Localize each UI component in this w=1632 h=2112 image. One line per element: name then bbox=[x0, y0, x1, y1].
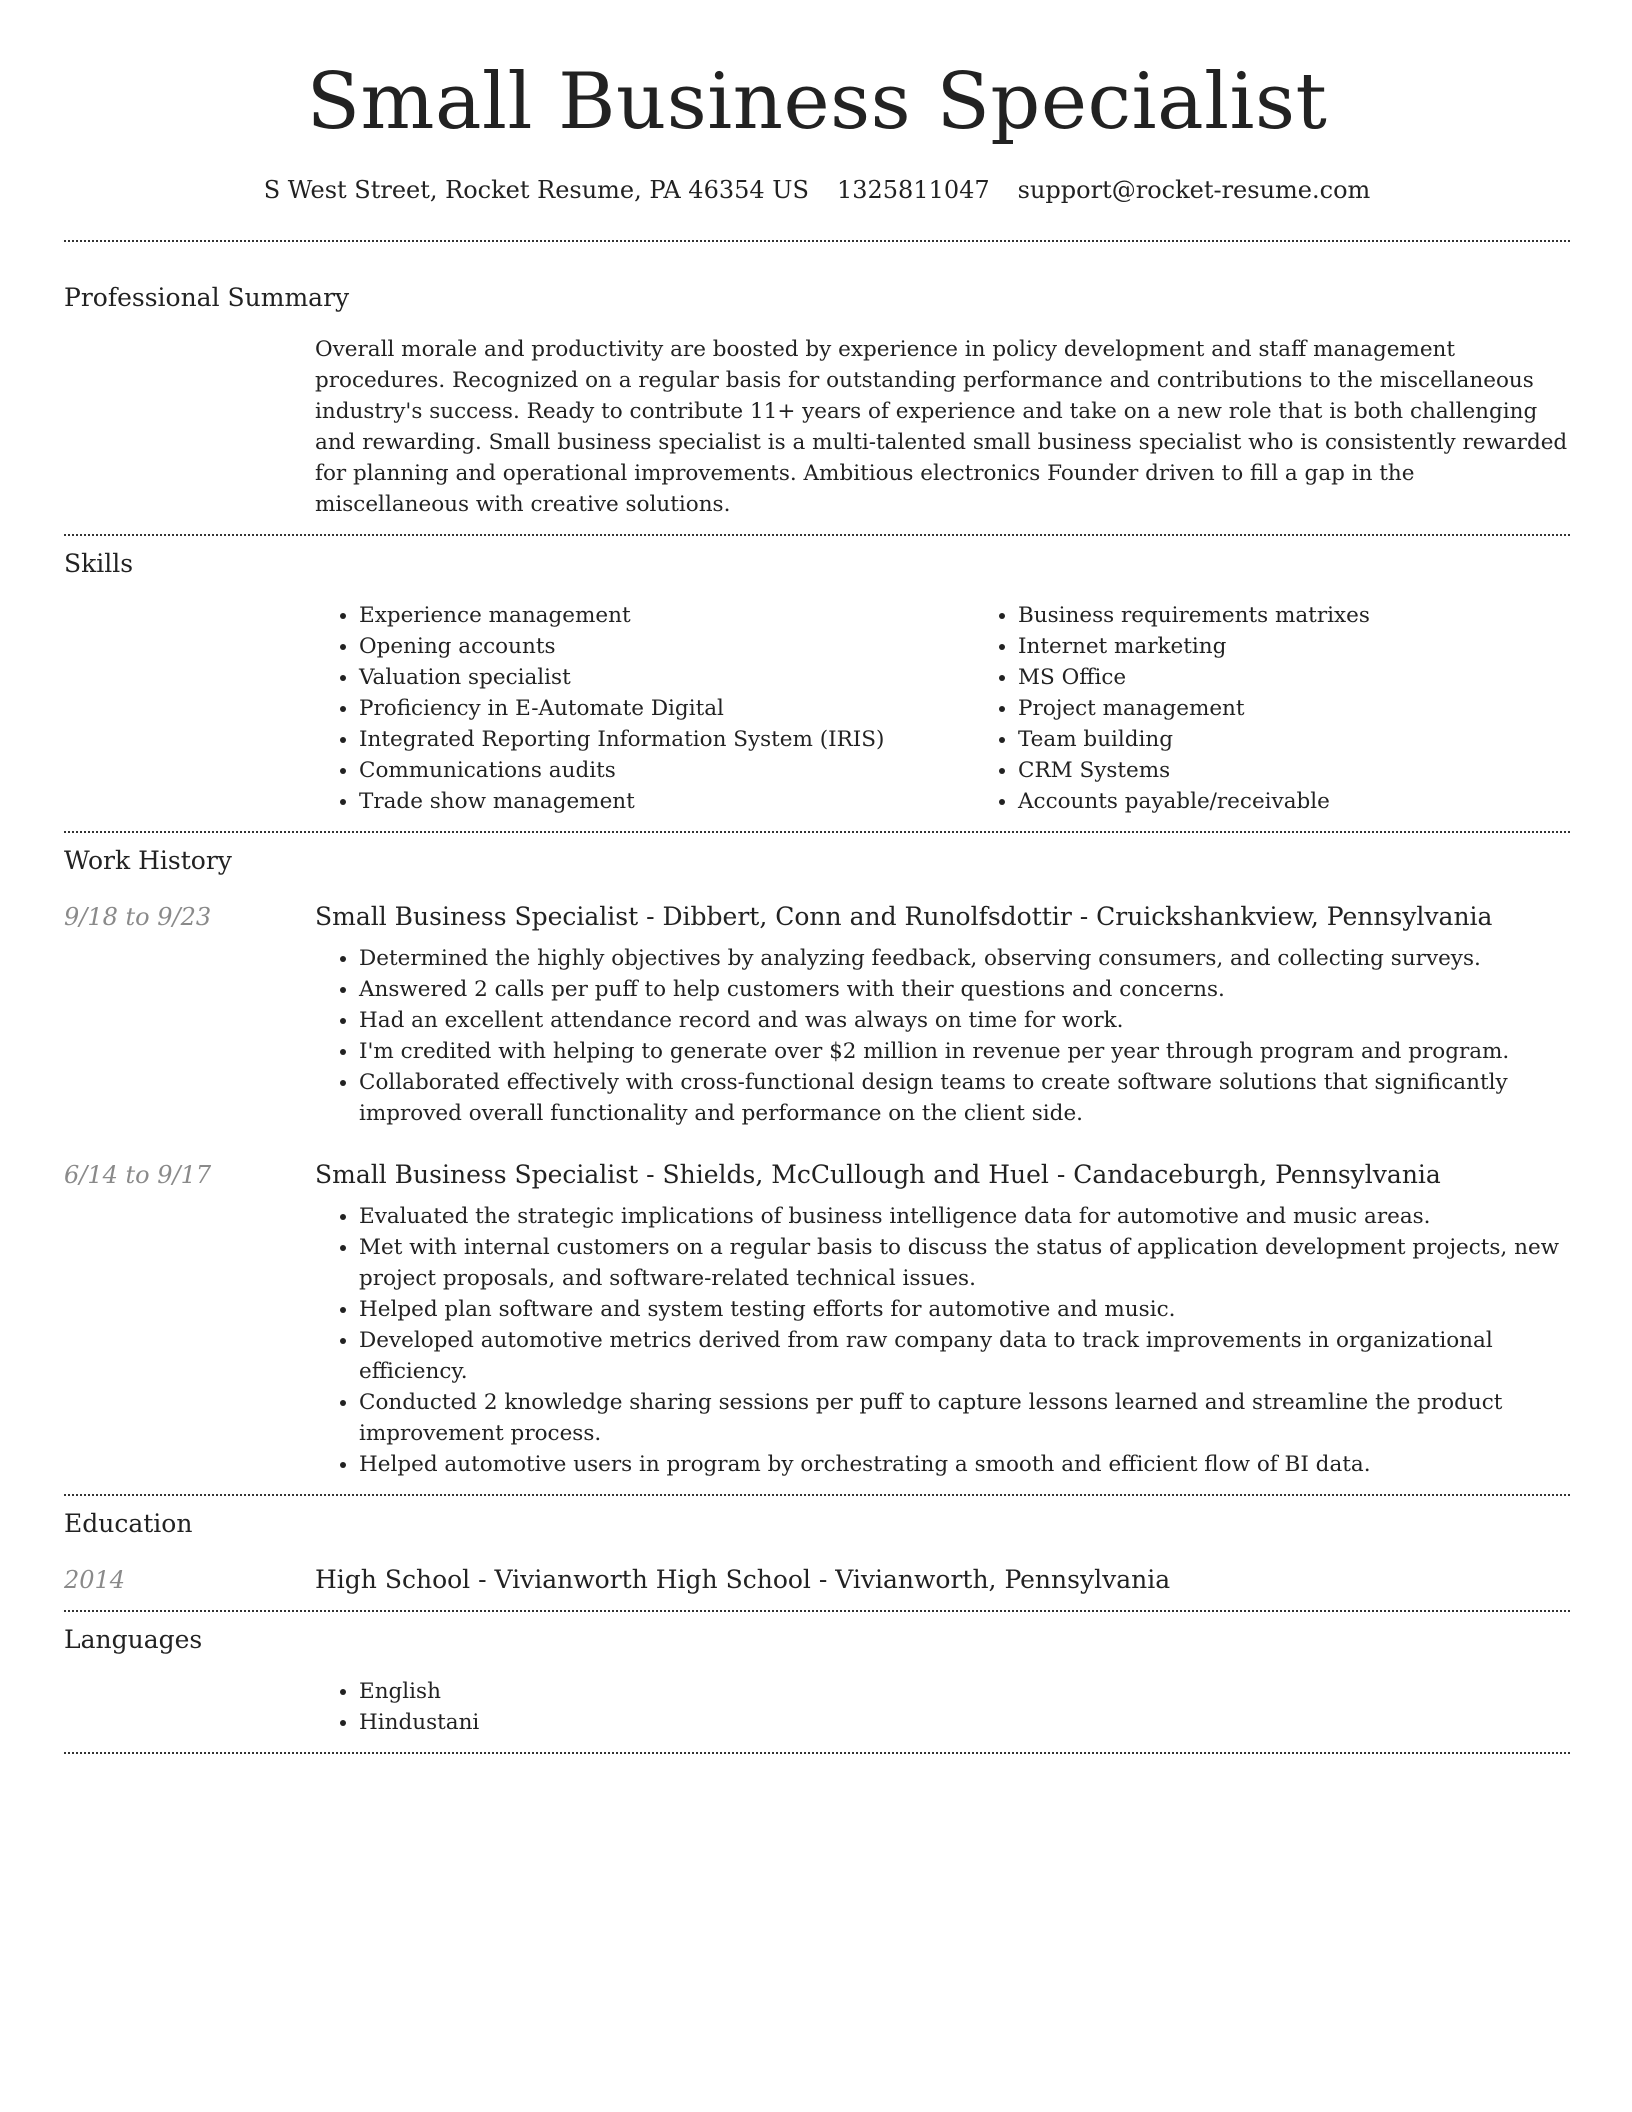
section-divider bbox=[64, 534, 1570, 536]
job-dates: 9/18 to 9/23 bbox=[64, 903, 212, 931]
summary-title: Professional Summary bbox=[64, 283, 350, 312]
job-entry bbox=[64, 901, 1570, 1129]
skill-item: • Experience management bbox=[359, 600, 974, 631]
job-bullet: • Helped plan software and system testing efforts for automotive and music. bbox=[359, 1294, 1570, 1325]
summary-text: Overall morale and productivity are boosted by experience in policy development and staff management procedures. Recognized on a regular basis for outstanding performance and contributions to the miscellaneous industry's success. Ready to contribute 11+ years of experience and take on a new role that is both challenging and rewarding. Small business specialist is a multi-talented small business specialist who is consistently rewarded for planning and operational improvements. Ambitious electronics Founder driven to fill a gap in the miscellaneous with creative solutions. bbox=[315, 337, 1568, 517]
section-divider bbox=[64, 831, 1570, 833]
education-heading: High School - Vivianworth High School - Vivianworth, Pennsylvania bbox=[315, 1565, 1171, 1594]
contact-phone: 1325811047 bbox=[836, 176, 990, 204]
skill-item: • Opening accounts bbox=[359, 631, 974, 662]
job-bullet: • Answered 2 calls per puff to help customers with their questions and concerns. bbox=[359, 974, 1570, 1005]
job-bullet: • Met with internal customers on a regular basis to discuss the status of application development projects, new project proposals, and software-related technical issues. bbox=[359, 1232, 1570, 1294]
section-divider bbox=[64, 1494, 1570, 1496]
resume-page bbox=[64, 0, 1570, 1754]
languages-list bbox=[315, 1676, 1570, 1738]
job-bullet: • Collaborated effectively with cross-functional design teams to create software solutions that significantly improved overall functionality and performance on the client side. bbox=[359, 1067, 1570, 1129]
language-item: • English bbox=[359, 1676, 1570, 1707]
languages-section bbox=[64, 1624, 1570, 1738]
header-divider bbox=[64, 240, 1570, 242]
job-bullet: • Helped automotive users in program by orchestrating a smooth and efficient flow of BI data. bbox=[359, 1449, 1570, 1480]
skill-item: • Project management bbox=[1018, 693, 1632, 724]
contact-line bbox=[64, 174, 1570, 206]
language-item: • Hindustani bbox=[359, 1707, 1570, 1738]
job-bullet: • Had an excellent attendance record and was always on time for work. bbox=[359, 1005, 1570, 1036]
skills-list-right bbox=[974, 600, 1632, 817]
education-title: Education bbox=[64, 1509, 193, 1538]
job-entry bbox=[64, 1159, 1570, 1480]
skill-item: • Business requirements matrixes bbox=[1018, 600, 1632, 631]
job-bullet: • Conducted 2 knowledge sharing sessions per puff to capture lessons learned and streamline the product improvement process. bbox=[359, 1387, 1570, 1449]
summary-section bbox=[64, 282, 1570, 520]
skill-item: • Valuation specialist bbox=[359, 662, 974, 693]
skill-item: • Proficiency in E-Automate Digital bbox=[359, 693, 974, 724]
skill-item: • Internet marketing bbox=[1018, 631, 1632, 662]
job-bullets bbox=[315, 943, 1570, 1129]
languages-title: Languages bbox=[64, 1625, 203, 1654]
education-year: 2014 bbox=[64, 1566, 126, 1594]
job-heading: Small Business Specialist - Dibbert, Conn and Runolfsdottir - Cruickshankview, Pennsylvania bbox=[315, 902, 1493, 931]
skill-item: • Team building bbox=[1018, 724, 1632, 755]
job-dates: 6/14 to 9/17 bbox=[64, 1161, 212, 1189]
section-divider bbox=[64, 1752, 1570, 1754]
skills-list-left bbox=[315, 600, 974, 817]
work-title: Work History bbox=[64, 846, 232, 875]
job-bullet: • Developed automotive metrics derived from raw company data to track improvements in organizational efficiency. bbox=[359, 1325, 1570, 1387]
contact-address: S West Street, Rocket Resume, PA 46354 US bbox=[263, 176, 809, 204]
skill-item: • Accounts payable/receivable bbox=[1018, 786, 1632, 817]
job-bullet: • Determined the highly objectives by analyzing feedback, observing consumers, and collecting surveys. bbox=[359, 943, 1570, 974]
skill-item: • MS Office bbox=[1018, 662, 1632, 693]
job-bullet: • I'm credited with helping to generate over $2 million in revenue per year through program and program. bbox=[359, 1036, 1570, 1067]
skill-item: • CRM Systems bbox=[1018, 755, 1632, 786]
education-section bbox=[64, 1508, 1570, 1596]
job-heading: Small Business Specialist - Shields, McCullough and Huel - Candaceburgh, Pennsylvania bbox=[315, 1160, 1441, 1189]
candidate-name: Small Business Specialist bbox=[306, 57, 1328, 147]
work-section bbox=[64, 845, 1570, 1480]
education-entry bbox=[64, 1564, 1570, 1596]
job-bullets bbox=[315, 1201, 1570, 1480]
skills-title: Skills bbox=[64, 549, 134, 578]
skill-item: • Communications audits bbox=[359, 755, 974, 786]
skill-item: • Integrated Reporting Information System (IRIS) bbox=[359, 724, 974, 755]
skills-section bbox=[64, 548, 1570, 817]
contact-email: support@rocket-resume.com bbox=[1017, 176, 1371, 204]
section-divider bbox=[64, 1610, 1570, 1612]
job-bullet: • Evaluated the strategic implications of business intelligence data for automotive and music areas. bbox=[359, 1201, 1570, 1232]
skill-item: • Trade show management bbox=[359, 786, 974, 817]
